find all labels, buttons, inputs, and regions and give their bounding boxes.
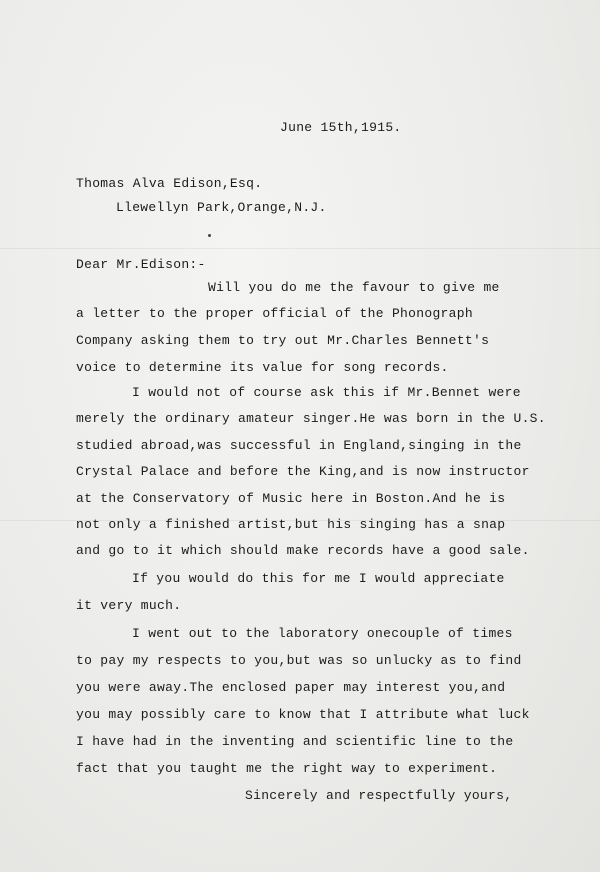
- recipient-name: Thomas Alva Edison,Esq.: [76, 176, 263, 191]
- body-line: studied abroad,was successful in England,singing in the: [76, 438, 522, 453]
- body-line: and go to it which should make records have a good sale.: [76, 543, 530, 558]
- body-line: it very much.: [76, 598, 182, 613]
- body-line: not only a finished artist,but his singing has a snap: [76, 517, 506, 532]
- body-line: fact that you taught me the right way to experiment.: [76, 761, 498, 776]
- paper-crease: [0, 248, 600, 249]
- body-line: you may possibly care to know that I attribute what luck: [76, 707, 530, 722]
- body-line: I went out to the laboratory onecouple of times: [132, 626, 513, 641]
- body-line: Will you do me the favour to give me: [208, 280, 500, 295]
- body-line: Company asking them to try out Mr.Charles Bennett's: [76, 333, 490, 348]
- body-line: I would not of course ask this if Mr.Bennet were: [132, 385, 521, 400]
- letter-date: June 15th,1915.: [280, 120, 402, 135]
- closing: Sincerely and respectfully yours,: [245, 788, 513, 803]
- body-line: I have had in the inventing and scientific line to the: [76, 734, 514, 749]
- body-line: a letter to the proper official of the Phonograph: [76, 306, 473, 321]
- body-line: voice to determine its value for song records.: [76, 360, 449, 375]
- body-line: you were away.The enclosed paper may interest you,and: [76, 680, 506, 695]
- body-line: to pay my respects to you,but was so unlucky as to find: [76, 653, 522, 668]
- body-line: If you would do this for me I would appreciate: [132, 571, 505, 586]
- body-line: at the Conservatory of Music here in Boston.And he is: [76, 491, 506, 506]
- ink-speck: [208, 234, 211, 237]
- salutation: Dear Mr.Edison:-: [76, 257, 206, 272]
- body-line: Crystal Palace and before the King,and is now instructor: [76, 464, 530, 479]
- body-line: merely the ordinary amateur singer.He was born in the U.S.: [76, 411, 546, 426]
- recipient-address: Llewellyn Park,Orange,N.J.: [116, 200, 327, 215]
